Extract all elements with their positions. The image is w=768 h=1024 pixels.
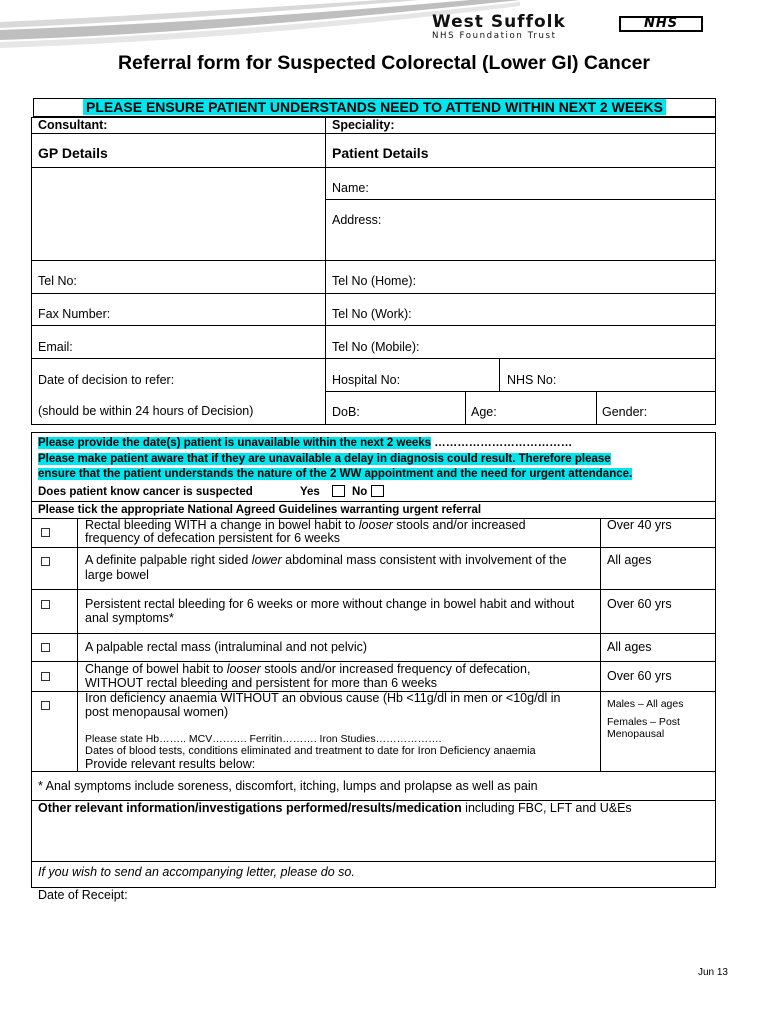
criteria-text: Rectal bleeding WITH a change in bowel habit to looser stools and/or increased xyxy=(85,518,526,532)
criteria-text-line-2: frequency of defecation persistent for 6 weeks xyxy=(85,531,341,545)
aware-notice-text-2: ensure that the patient understands the nature of the 2 WW appointment and the need for urgent attendance. xyxy=(38,468,633,480)
criteria-text-line-2: anal symptoms* xyxy=(85,611,174,625)
tel-work-label: Tel No (Work): xyxy=(332,307,412,321)
email-label: Email: xyxy=(38,340,73,354)
page-title: Referral form for Suspected Colorectal (Lower GI) Cancer xyxy=(117,52,651,74)
nhs-no-label: NHS No: xyxy=(507,373,557,387)
criteria-age: All ages xyxy=(607,640,652,654)
criteria-text-line-2: large bowel xyxy=(85,568,149,582)
criteria-text: Change of bowel habit to looser stools and/or increased frequency of defecation, xyxy=(85,662,531,676)
criteria-text: A definite palpable right sided lower abdominal mass consistent with involvement of the xyxy=(85,553,567,567)
iron-age-females-1: Females – Post xyxy=(607,716,680,728)
tel-home-label: Tel No (Home): xyxy=(332,274,417,288)
aware-notice-text-1: Please make patient aware that if they are unavailable a delay in diagnosis could result. Therefore please xyxy=(38,453,611,465)
within-24-hours-note: (should be within 24 hours of Decision) xyxy=(38,404,254,418)
logo-trust-name: NHS Foundation Trust xyxy=(432,31,557,41)
logo-org-name: West Suffolk xyxy=(432,12,566,32)
name-label: Name: xyxy=(332,181,369,195)
unavailable-dates-prompt xyxy=(38,436,572,451)
criteria-checkbox[interactable] xyxy=(41,557,50,566)
yes-checkbox[interactable] xyxy=(332,485,345,497)
iron-age-males: Males – All ages xyxy=(607,698,684,710)
gp-details-heading: GP Details xyxy=(38,145,108,161)
dob-label: DoB: xyxy=(332,405,360,419)
criteria-checkbox[interactable] xyxy=(41,701,50,710)
date-decision-label: Date of decision to refer: xyxy=(38,373,175,387)
no-checkbox[interactable] xyxy=(371,485,384,497)
unavailable-dates-dots: ……………………………… xyxy=(434,437,573,449)
iron-text-line-2: post menopausal women) xyxy=(85,705,229,719)
iron-age-females-2: Menopausal xyxy=(607,728,665,740)
gender-label: Gender: xyxy=(602,405,648,419)
iron-text-line-1: Iron deficiency anaemia WITHOUT an obvious cause (Hb <11g/dl in men or <10g/dl in xyxy=(85,691,561,705)
criteria-checkbox[interactable] xyxy=(41,643,50,652)
iron-results-prompt: Provide relevant results below: xyxy=(85,757,256,771)
age-label: Age: xyxy=(471,405,497,419)
accompanying-letter-note: If you wish to send an accompanying letter, please do so. xyxy=(38,865,355,879)
footer-date: Jun 13 xyxy=(697,967,728,978)
criteria-age: All ages xyxy=(607,553,652,567)
criteria-age: Over 40 yrs xyxy=(607,518,672,532)
gp-tel-label: Tel No: xyxy=(38,274,77,288)
aware-notice-line-1 xyxy=(38,452,611,467)
nhs-logo: NHS xyxy=(619,16,703,32)
other-info-label-bold: Other relevant information/investigations performed/results/medication xyxy=(38,801,462,815)
attendance-banner xyxy=(33,98,716,117)
aware-notice-line-2 xyxy=(38,467,632,482)
criteria-age: Over 60 yrs xyxy=(607,597,672,611)
speciality-label: Speciality: xyxy=(332,118,395,132)
attendance-banner-text: PLEASE ENSURE PATIENT UNDERSTANDS NEED TO ATTEND WITHIN NEXT 2 WEEKS xyxy=(83,99,666,115)
know-cancer-question: Does patient know cancer is suspected xyxy=(38,486,253,498)
criteria-text-line-2: WITHOUT rectal bleeding and persistent for more than 6 weeks xyxy=(85,676,438,690)
iron-state-values: Please state Hb…….. MCV………. Ferritin………. Iron Studies………………. xyxy=(85,733,442,745)
no-label: No xyxy=(352,486,368,498)
other-info-label-rest: including FBC, LFT and U&Es xyxy=(461,801,632,815)
criteria-checkbox[interactable] xyxy=(41,672,50,681)
hospital-no-label: Hospital No: xyxy=(332,373,401,387)
tick-guidelines-heading: Please tick the appropriate National Agreed Guidelines warranting urgent referral xyxy=(38,504,482,516)
criteria-checkbox[interactable] xyxy=(41,600,50,609)
criteria-text: A palpable rectal mass (intraluminal and not pelvic) xyxy=(85,640,368,654)
criteria-age: Over 60 yrs xyxy=(607,669,672,683)
criteria-text: Persistent rectal bleeding for 6 weeks or more without change in bowel habit and without xyxy=(85,597,575,611)
anal-symptoms-note: * Anal symptoms include soreness, discomfort, itching, lumps and prolapse as well as pain xyxy=(38,779,538,793)
consultant-label: Consultant: xyxy=(38,118,108,132)
iron-dates-note: Dates of blood tests, conditions eliminated and treatment to date for Iron Deficiency anaemia xyxy=(85,745,536,757)
trust-logo xyxy=(432,14,708,40)
address-label: Address: xyxy=(332,213,382,227)
criteria-checkbox[interactable] xyxy=(41,528,50,537)
other-info-label xyxy=(38,801,632,816)
fax-label: Fax Number: xyxy=(38,307,111,321)
patient-details-heading: Patient Details xyxy=(332,145,429,161)
unavailable-dates-text: Please provide the date(s) patient is unavailable within the next 2 weeks xyxy=(38,437,432,449)
date-of-receipt-label: Date of Receipt: xyxy=(38,888,128,902)
yes-label: Yes xyxy=(300,486,320,498)
tel-mobile-label: Tel No (Mobile): xyxy=(332,340,420,354)
